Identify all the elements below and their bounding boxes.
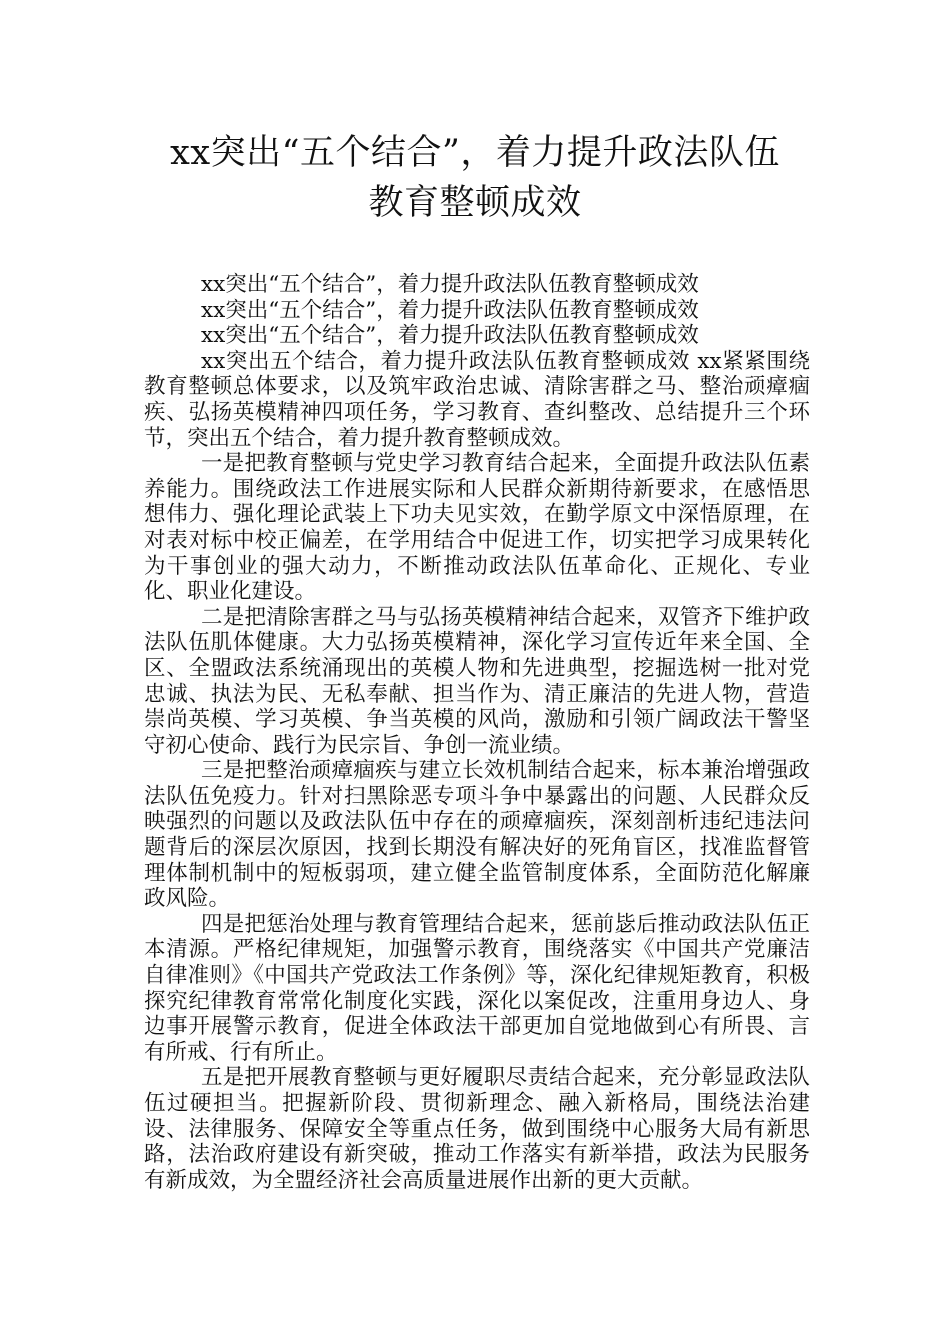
repeated-title-line: xx突出“五个结合”，着力提升政法队伍教育整顿成效 bbox=[201, 297, 699, 323]
title-line-2: 教育整顿成效 bbox=[368, 183, 582, 223]
title-line-1: xx突出“五个结合”，着力提升政法队伍 bbox=[170, 133, 780, 173]
paragraph-point-1: 一是把教育整顿与党史学习教育结合起来，全面提升政法队伍素养能力。围绕政法工作进展实际和人民群众新期待新要求，在感悟思想伟力、强化理论武装上下功夫见实效，在勤学原文中深悟原理，在对表对标中校正偏差，在学用结合中促进工作，切实把学习成果转化为干事创业的强大动力，不断推动政法队伍革命化、正规化、专业化、职业化建设。 bbox=[144, 451, 810, 605]
paragraph-point-5: 五是把开展教育整顿与更好履职尽责结合起来，充分彰显政法队伍过硬担当。把握新阶段、贯彻新理念、融入新格局，围绕法治建设、法律服务、保障安全等重点任务，做到围绕中心服务大局有新思路，法治政府建设有新突破，推动工作落实有新举措，政法为民服务有新成效，为全盟经济社会高质量进展作出新的更大贡献。 bbox=[144, 1065, 810, 1193]
paragraph-point-2: 二是把清除害群之马与弘扬英模精神结合起来，双管齐下维护政法队伍肌体健康。大力弘扬英模精神，深化学习宣传近年来全国、全区、全盟政法系统涌现出的英模人物和先进典型，挖掘选树一批对党忠诚、执法为民、无私奉献、担当作为、清正廉洁的先进人物，营造崇尚英模、学习英模、争当英模的风尚，激励和引领广阔政法干警坚守初心使命、践行为民宗旨、争创一流业绩。 bbox=[144, 604, 810, 758]
repeated-title-line: xx突出“五个结合”，着力提升政法队伍教育整顿成效 bbox=[201, 323, 699, 349]
intro-paragraph: xx突出五个结合，着力提升政法队伍教育整顿成效 xx紧紧围绕教育整顿总体要求，以及筑牢政治忠诚、清除害群之马、整治顽瘴痼疾、弘扬英模精神四项任务，学习教育、查纠整改、总结提升三个环节，突出五个结合，着力提升教育整顿成效。 bbox=[144, 348, 810, 451]
paragraph-point-3: 三是把整治顽瘴痼疾与建立长效机制结合起来，标本兼治增强政法队伍免疫力。针对扫黑除恶专项斗争中暴露出的问题、人民群众反映强烈的问题以及政法队伍中存在的顽瘴痼疾，深刻剖析违纪违法问题背后的深层次原因，找到长期没有解决好的死角盲区，找准监督管理体制机制中的短板弱项，建立健全监管制度体系，全面防范化解廉政风险。 bbox=[144, 758, 810, 912]
document-title bbox=[100, 128, 850, 228]
document-body bbox=[144, 272, 810, 1193]
paragraph-point-4: 四是把惩治处理与教育管理结合起来，惩前毖后推动政法队伍正本清源。严格纪律规矩，加强警示教育，围绕落实《中国共产党廉洁自律准则》《中国共产党政法工作条例》等，深化纪律规矩教育，积极探究纪律教育常常化制度化实践，深化以案促改，注重用身边人、身边事开展警示教育，促进全体政法干部更加自觉地做到心有所畏、言有所戒、行有所止。 bbox=[144, 911, 810, 1065]
repeated-title-line: xx突出“五个结合”，着力提升政法队伍教育整顿成效 bbox=[201, 272, 699, 297]
